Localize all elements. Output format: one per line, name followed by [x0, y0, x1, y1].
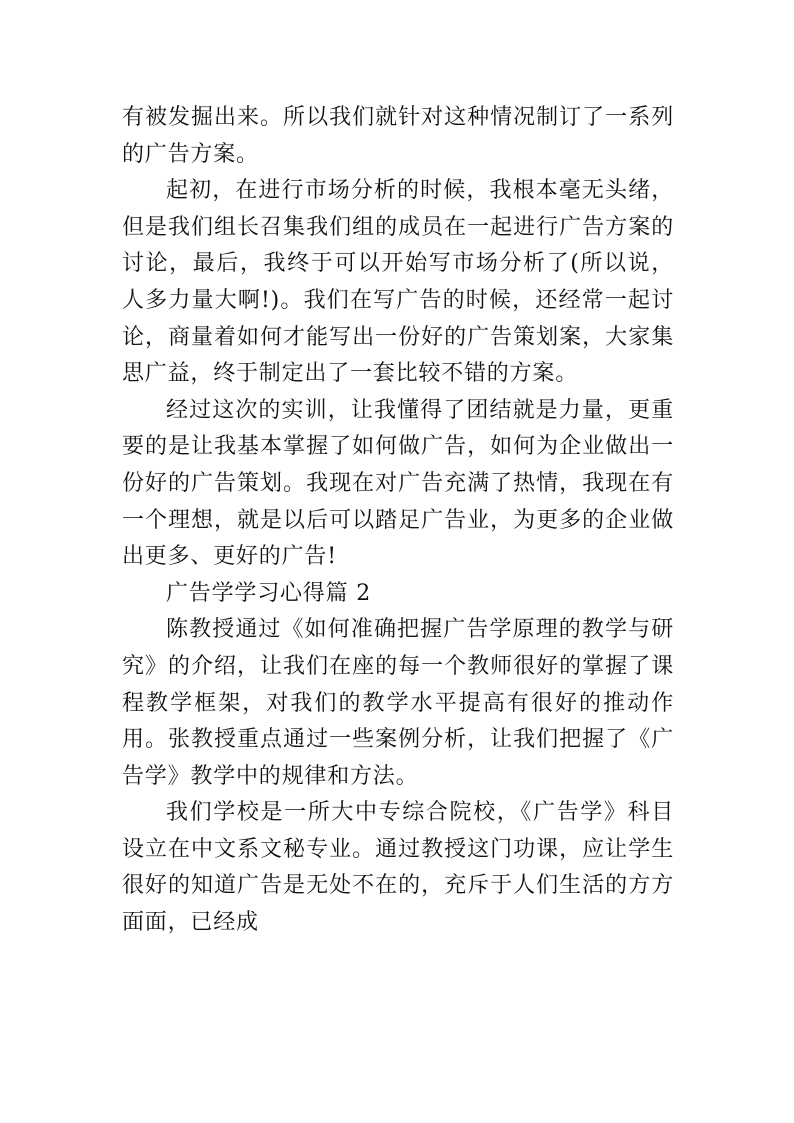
paragraph-continuation: 有被发掘出来。所以我们就针对这种情况制订了一系列的广告方案。 [122, 105, 674, 167]
paragraph-professor-chen: 陈教授通过《如何准确把握广告学原理的教学与研究》的介绍，让我们在座的每一个教师很好的掌握了课程教学框架，对我们的教学水平提高有很好的推动作用。张教授重点通过一些案例分析，让我们把握了《广告学》教学中的规律和方法。 [122, 617, 674, 789]
section-heading: 广告学学习心得篇 2 [166, 580, 371, 606]
paragraph-market-analysis: 起初，在进行市场分析的时候，我根本毫无头绪，但是我们组长召集我们组的成员在一起进行广告方案的讨论，最后，我终于可以开始写市场分析了(所以说，人多力量大啊!)。我们在写广告的时候，还经常一起讨论，商量着如何才能写出一份好的广告策划案，大家集思广益，终于制定出了一套比较不错的方案。 [122, 178, 674, 387]
document-body [122, 100, 674, 942]
paragraph-training-reflection: 经过这次的实训，让我懂得了团结就是力量，更重要的是让我基本掌握了如何做广告，如何为企业做出一份好的广告策划。我现在对广告充满了热情，我现在有一个理想，就是以后可以踏足广告业，为更多的企业做出更多、更好的广告! [122, 397, 674, 570]
paragraph-our-school: 我们学校是一所大中专综合院校，《广告学》科目设立在中文系文秘专业。通过教授这门功课，应让学生很好的知道广告是无处不在的，充斥于人们生活的方方面面，已经成 [122, 800, 674, 936]
